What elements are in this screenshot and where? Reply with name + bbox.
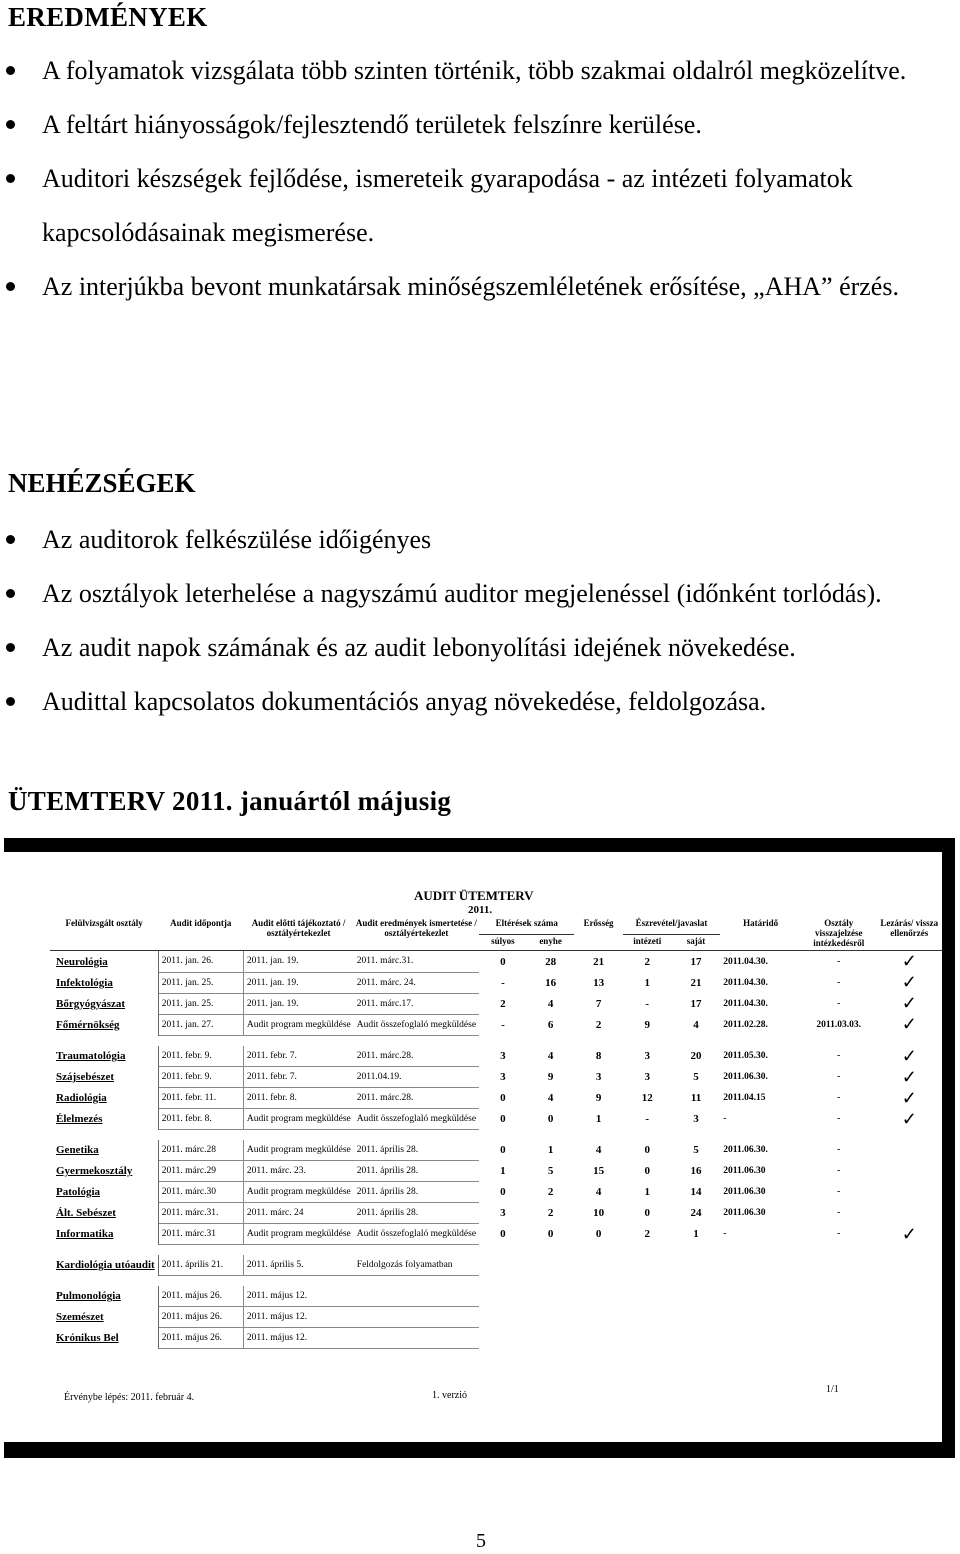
table-cell-feedback: - [837,977,841,988]
table-cell-severe: 0 [500,1228,506,1240]
table-cell-minor: 4 [547,997,554,1010]
table-cell-dept: Pulmonológia [50,1286,158,1307]
table-cell-results: 2011. április 28. [354,1203,479,1224]
table-cell-results: Audit összefoglaló megküldése [354,1224,479,1245]
table-row-spacer [50,1035,942,1046]
table-cell-date: 2011. febr. 9. [158,1067,243,1088]
table-cell-severe: 1 [500,1165,506,1177]
table-cell-date: 2011. jan. 25. [158,993,243,1014]
header-lezaras: Lezárás/ vissza ellenőrzés [877,916,942,951]
bullet-icon [6,66,15,75]
table-cell-institutional: 2 [644,955,650,968]
table-cell-minor: 2 [547,1186,554,1198]
table-cell-institutional: - [645,1113,650,1125]
table-cell-pre-audit: Audit program megküldése [243,1109,353,1130]
table-cell-dept: Radiológia [50,1088,158,1109]
checkmark-icon [877,1286,942,1307]
table-cell-date: 2011. jan. 27. [158,1014,243,1035]
list-item: Az interjúkba bevont munkatársak minőségszemléletének erősítése, „AHA” érzés. [0,260,950,314]
table-cell-feedback: - [837,1208,841,1218]
table-cell-own [672,1328,721,1349]
table-cell-minor: 1 [547,1144,554,1157]
table-row-spacer [50,1245,942,1256]
table-row [50,1109,942,1130]
table-cell-minor [527,1307,575,1328]
table-cell-strength: 1 [595,1113,602,1125]
table-cell-feedback [801,1255,877,1276]
table-cell-own: 11 [690,1092,702,1104]
audit-schedule-table [50,916,942,1349]
table-cell-institutional: 3 [644,1050,650,1062]
table-cell-pre-audit: Audit program megküldése [243,1140,353,1161]
table-cell-deadline: 2011.06.30. [723,1145,768,1156]
table-cell-strength: 4 [595,1144,602,1157]
table-cell-severe [479,1286,527,1307]
table-cell-deadline: 2011.06.30 [723,1166,766,1176]
table-cell-minor: 16 [545,976,557,989]
table-cell-institutional: 1 [644,976,650,989]
table-cell-severe: 0 [500,955,506,968]
table-cell-pre-audit: 2011. febr. 7. [243,1067,353,1088]
header-intezeti: intézeti [623,934,672,950]
table-cell-institutional: 0 [644,1207,650,1219]
checkmark-icon [877,1328,942,1349]
checkmark-icon [877,1161,942,1182]
bullet-icon [6,174,15,183]
spacer-cell [50,1130,942,1141]
table-row [50,1088,942,1109]
bullet-icon [6,643,15,652]
table-cell-dept: Élelmezés [50,1109,158,1130]
table-cell-pre-audit: 2011. febr. 8. [243,1088,353,1109]
table-cell-pre-audit: 2011. május 12. [243,1328,353,1349]
table-cell-pre-audit: 2011. márc. 23. [243,1161,353,1182]
table-cell-deadline: 2011.06.30. [723,1072,768,1082]
table-cell-pre-audit: 2011. jan. 19. [243,972,353,993]
table-row [50,972,942,993]
table-cell-date: 2011. febr. 11. [158,1088,243,1109]
table-cell-dept: Főmérnökség [50,1014,158,1035]
table-cell-results: 2011. márc.17. [354,993,479,1014]
table-cell-feedback [801,1307,877,1328]
table-cell-results: 2011. április 28. [354,1182,479,1203]
checkmark-icon: ✓ [901,1045,917,1066]
header-hatarido: Határidő [720,916,801,951]
table-cell-dept: Infektológia [50,972,158,993]
table-cell-date: 2011. május 26. [158,1286,243,1307]
table-cell-institutional: - [645,997,650,1010]
table-row [50,1046,942,1067]
table-row [50,1182,942,1203]
table-row [50,1328,942,1349]
header-audit-elotti: Audit előtti tájékoztató / osztályértekezlet [243,916,353,951]
table-cell-date: 2011. márc.30 [158,1182,243,1203]
bullet-icon [6,120,15,129]
table-cell-minor: 0 [547,1113,554,1125]
table-cell-feedback: 2011.03.03. [816,1019,862,1030]
spacer-cell [50,1276,942,1287]
table-cell-results: 2011. április 28. [354,1161,479,1182]
scanned-page [4,852,942,1442]
table-cell-minor: 4 [547,1092,554,1104]
table-cell-strength: 8 [595,1050,602,1062]
table-cell-strength [574,1307,622,1328]
header-sulyos: súlyos [479,934,527,950]
table-cell-own: 24 [690,1207,702,1219]
table-cell-severe [479,1255,527,1276]
bullet-icon [6,697,15,706]
table-cell-minor: 2 [547,1207,554,1219]
list-item: Az audit napok számának és az audit lebonyolítási idejének növekedése. [0,621,950,675]
table-cell-feedback: - [837,1166,841,1176]
checkmark-icon: ✓ [901,1087,917,1108]
table-cell-institutional [623,1286,672,1307]
table-cell-results: Audit összefoglaló megküldése [354,1014,479,1035]
table-cell-institutional: 0 [644,1144,650,1157]
table-cell-pre-audit: Audit program megküldése [243,1182,353,1203]
table-cell-strength: 21 [593,955,605,968]
spacer-cell [50,1245,942,1256]
table-cell-severe [479,1328,527,1349]
list-item: Audittal kapcsolatos dokumentációs anyag növekedése, feldolgozása. [0,675,950,729]
table-cell-strength: 10 [593,1207,605,1219]
table-cell-strength: 0 [595,1228,602,1240]
table-cell-dept: Patológia [50,1182,158,1203]
list-item: Az osztályok leterhelése a nagyszámú auditor megjelenéssel (időnként torlódás). [0,567,950,621]
table-cell-pre-audit: 2011. május 12. [243,1286,353,1307]
table-cell-severe: 3 [500,1050,506,1062]
table-cell-date: 2011. febr. 9. [158,1046,243,1067]
list-item: Az auditorok felkészülése időigényes [0,513,950,567]
table-cell-deadline: 2011.04.30. [723,977,768,988]
table-cell-feedback [801,1328,877,1349]
scan-year: 2011. [468,904,493,916]
table-cell-severe: 2 [500,997,506,1010]
table-cell-institutional: 12 [641,1092,653,1104]
table-cell-deadline: 2011.04.30. [723,998,768,1009]
header-audit-eredmenyek: Audit eredmények ismertetése / osztályértekezlet [354,916,479,951]
table-cell-date: 2011. márc.31. [158,1203,243,1224]
table-cell-strength [574,1328,622,1349]
header-eszrevetel: Észrevétel/javaslat [623,916,721,934]
table-cell-results [354,1307,479,1328]
table-cell-pre-audit: 2011. márc. 24 [243,1203,353,1224]
table-cell-minor [527,1328,575,1349]
table-row [50,1286,942,1307]
table-cell-date: 2011. jan. 25. [158,972,243,993]
bullet-icon [6,535,15,544]
table-cell-results [354,1328,479,1349]
table-row-spacer [50,1276,942,1287]
table-cell-results: 2011.04.19. [354,1067,479,1088]
table-cell-minor: 4 [547,1050,554,1062]
checkmark-icon: ✓ [901,1108,917,1129]
checkmark-icon [877,1140,942,1161]
table-cell-feedback: - [837,998,841,1009]
table-cell-institutional: 2 [644,1228,650,1240]
table-cell-strength: 2 [595,1018,602,1031]
table-cell-deadline: 2011.05.30. [723,1051,768,1061]
table-header-row [50,916,942,934]
table-cell-results: 2011. április 28. [354,1140,479,1161]
table-cell-severe: 0 [500,1092,506,1104]
checkmark-icon: ✓ [901,1066,917,1087]
list-item: Auditori készségek fejlődése, ismereteik gyarapodása - az intézeti folyamatok kapcsolódásainak megismerése. [0,152,950,260]
table-cell-dept: Gyermekosztály [50,1161,158,1182]
table-row [50,1161,942,1182]
table-cell-own: 20 [690,1050,702,1062]
table-row [50,951,942,973]
table-cell-deadline: 2011.06.30 [723,1187,766,1197]
eredmenyek-list [0,44,950,314]
table-cell-minor: 5 [547,1165,554,1177]
table-cell-date: 2011. márc.29 [158,1161,243,1182]
scan-title: AUDIT ÜTEMTERV [414,888,534,903]
table-row [50,1307,942,1328]
checkmark-icon: ✓ [901,951,917,971]
table-cell-minor [527,1255,575,1276]
table-cell-deadline [720,1307,801,1328]
scan-footer-page: 1/1 [826,1384,839,1395]
table-cell-pre-audit: 2011. jan. 19. [243,951,353,973]
table-row-spacer [50,1130,942,1141]
checkmark-icon [877,1182,942,1203]
table-cell-deadline: 2011.02.28. [723,1019,768,1030]
table-cell-feedback [801,1286,877,1307]
table-cell-own: 16 [690,1165,702,1177]
table-cell-deadline: 2011.04.30. [723,956,768,967]
table-cell-severe: 0 [500,1113,506,1125]
table-cell-institutional [623,1328,672,1349]
table-cell-deadline [720,1328,801,1349]
checkmark-icon: ✓ [901,972,917,992]
scan-footer-version: 1. verzió [432,1390,467,1401]
table-cell-results [354,1286,479,1307]
checkmark-icon [877,1307,942,1328]
table-cell-date: 2011. febr. 8. [158,1109,243,1130]
table-cell-feedback: - [837,1051,841,1061]
checkmark-icon: ✓ [901,1014,917,1034]
table-cell-results: 2011. márc. 24. [354,972,479,993]
table-cell-own: 21 [690,976,702,989]
checkmark-icon [877,1203,942,1224]
bullet-icon [6,589,15,598]
table-cell-results: Audit összefoglaló megküldése [354,1109,479,1130]
table-cell-own: 17 [690,955,702,968]
table-cell-feedback: - [837,1187,841,1197]
table-cell-dept: Szájsebészet [50,1067,158,1088]
table-cell-own: 5 [693,1144,699,1157]
header-osztaly-visszajelzes: Osztály visszajelzése intézkedésről [801,916,877,951]
table-cell-pre-audit: 2011. febr. 7. [243,1046,353,1067]
table-cell-pre-audit: 2011. jan. 19. [243,993,353,1014]
table-cell-dept: Traumatológia [50,1046,158,1067]
header-erosseg: Erősség [574,916,622,951]
table-cell-own [672,1307,721,1328]
table-cell-dept: Kardiológia utóaudit [50,1255,158,1276]
table-cell-date: 2011. márc.31 [158,1224,243,1245]
table-cell-own [672,1286,721,1307]
spacer-cell [50,1035,942,1046]
table-cell-feedback: - [837,1072,841,1082]
table-cell-own: 3 [693,1113,699,1125]
table-cell-strength: 3 [595,1071,602,1083]
table-cell-severe: 3 [500,1071,506,1083]
table-cell-dept: Informatika [50,1224,158,1245]
table-cell-pre-audit: Audit program megküldése [243,1224,353,1245]
table-cell-minor: 6 [547,1018,554,1031]
table-row [50,1203,942,1224]
table-row [50,1014,942,1035]
table-cell-strength [574,1286,622,1307]
table-cell-deadline [720,1255,801,1276]
table-cell-strength: 9 [595,1092,602,1104]
header-enyhe: enyhe [527,934,575,950]
table-cell-institutional [623,1307,672,1328]
table-cell-dept: Ált. Sebészet [50,1203,158,1224]
table-row [50,1255,942,1276]
table-cell-deadline: 2011.06.30 [723,1208,766,1218]
table-cell-dept: Krónikus Bel [50,1328,158,1349]
table-cell-severe: - [501,976,505,989]
table-cell-date: 2011. május 26. [158,1328,243,1349]
table-cell-dept: Neurológia [50,951,158,973]
checkmark-icon: ✓ [901,993,917,1013]
table-cell-strength: 15 [593,1165,605,1177]
table-cell-dept: Szemészet [50,1307,158,1328]
table-cell-feedback: - [837,1114,841,1124]
table-cell-severe: 0 [500,1144,506,1157]
table-cell-own: 5 [693,1071,699,1083]
checkmark-icon [877,1255,942,1276]
table-cell-strength: 4 [595,1186,602,1198]
utemterv-heading: ÜTEMTERV 2011. januártól májusig [8,786,452,816]
table-cell-feedback: - [837,1145,841,1156]
table-cell-dept: Genetika [50,1140,158,1161]
table-cell-results: 2011. márc.28. [354,1088,479,1109]
table-cell-pre-audit: Audit program megküldése [243,1014,353,1035]
table-cell-results: 2011. márc.31. [354,951,479,973]
table-cell-pre-audit: 2011. április 5. [243,1255,353,1276]
table-cell-deadline [720,1286,801,1307]
table-cell-feedback: - [837,1229,841,1239]
audit-table-body [50,951,942,1349]
table-cell-severe: - [501,1018,505,1031]
table-cell-date: 2011. márc.28 [158,1140,243,1161]
table-cell-institutional: 9 [644,1018,650,1031]
table-cell-own: 4 [693,1018,699,1031]
table-row [50,993,942,1014]
table-cell-severe [479,1307,527,1328]
table-cell-minor: 0 [547,1228,554,1240]
table-cell-institutional [623,1255,672,1276]
table-cell-date: 2011. jan. 26. [158,951,243,973]
nehezsegek-heading: NEHÉZSÉGEK [8,468,196,498]
table-row [50,1140,942,1161]
page-number: 5 [476,1530,486,1552]
table-cell-feedback: - [837,1093,841,1103]
table-row [50,1067,942,1088]
list-item: A folyamatok vizsgálata több szinten történik, több szakmai oldalról megközelítve. [0,44,950,98]
table-cell-deadline: - [723,1229,727,1239]
table-cell-pre-audit: 2011. május 12. [243,1307,353,1328]
table-cell-deadline: 2011.04.15 [723,1093,766,1103]
table-cell-severe: 0 [500,1186,506,1198]
eredmenyek-heading: EREDMÉNYEK [8,2,208,32]
header-sajat: saját [672,934,721,950]
scanned-schedule-image [4,838,955,1458]
table-cell-results: Feldolgozás folyamatban [354,1255,479,1276]
table-cell-feedback: - [837,956,841,967]
table-cell-own [672,1255,721,1276]
table-cell-dept: Bőrgyógyászat [50,993,158,1014]
table-cell-date: 2011. május 26. [158,1307,243,1328]
nehezsegek-list [0,513,950,729]
list-item: A feltárt hiányosságok/fejlesztendő területek felszínre kerülése. [0,98,950,152]
checkmark-icon: ✓ [901,1223,917,1244]
header-elteresek: Eltérések száma [479,916,574,934]
table-cell-deadline: - [723,1114,727,1124]
table-cell-date: 2011. április 21. [158,1255,243,1276]
table-cell-own: 1 [693,1228,699,1240]
header-felulvizsgalt: Felülvizsgált osztály [50,916,158,951]
table-cell-institutional: 3 [644,1071,650,1083]
table-cell-strength: 7 [595,997,602,1010]
table-cell-severe: 3 [500,1207,506,1219]
scan-footer-valid-from: Érvénybe lépés: 2011. február 4. [64,1392,195,1403]
table-cell-institutional: 0 [644,1165,650,1177]
table-cell-minor [527,1286,575,1307]
table-row [50,1224,942,1245]
table-cell-minor: 28 [545,955,557,968]
table-cell-strength [574,1255,622,1276]
table-cell-institutional: 1 [644,1186,650,1198]
header-audit-idopontja: Audit időpontja [158,916,243,951]
table-cell-minor: 9 [547,1071,554,1083]
table-cell-strength: 13 [593,976,605,989]
table-cell-own: 17 [690,997,702,1010]
bullet-icon [6,282,15,291]
table-cell-results: 2011. márc.28. [354,1046,479,1067]
table-cell-own: 14 [690,1186,702,1198]
